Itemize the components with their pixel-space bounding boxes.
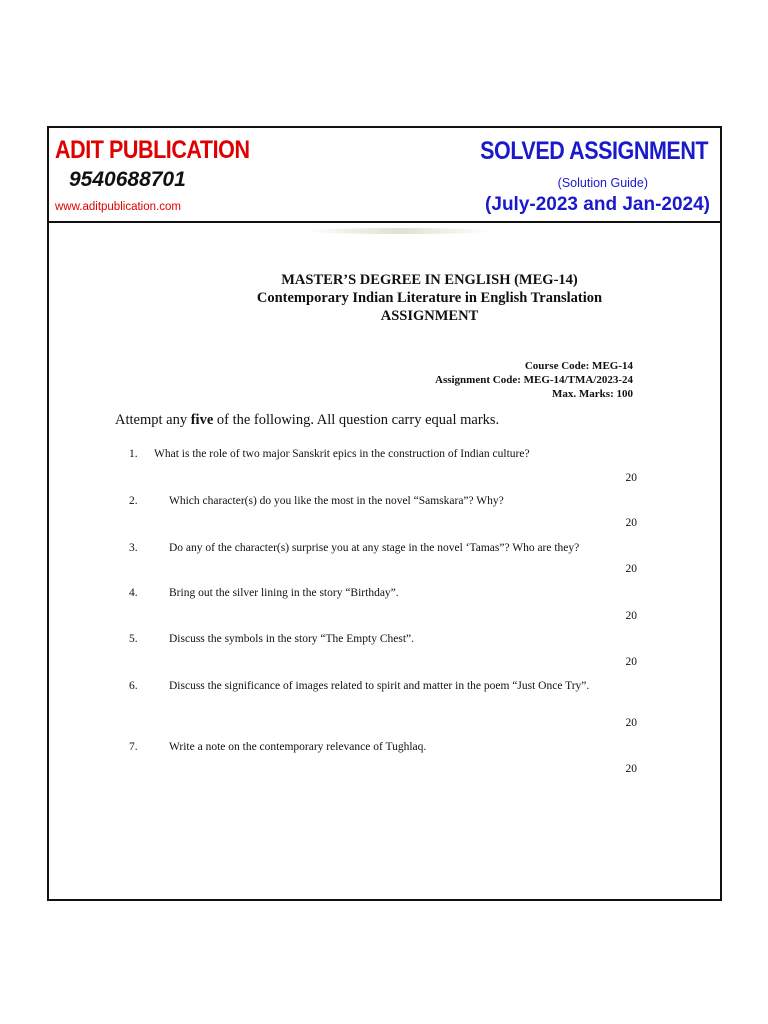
- question-text: Which character(s) do you like the most in the novel “Samskara”? Why?: [169, 495, 504, 507]
- question-text: What is the role of two major Sanskrit epics in the construction of Indian culture?: [154, 448, 530, 460]
- solved-assignment-title: SOLVED ASSIGNMENT: [479, 137, 708, 165]
- header-band: [49, 128, 720, 223]
- website-link[interactable]: www.aditpublication.com: [55, 201, 181, 213]
- question-2-marks: 20: [625, 517, 637, 529]
- scan-smudge: [304, 228, 494, 234]
- course-codes: [435, 359, 633, 401]
- instruction-text: Attempt any five of the following. All question carry equal marks.: [115, 412, 500, 428]
- question-text: Discuss the symbols in the story “The Empty Chest”.: [169, 633, 414, 645]
- assignment-frame: [47, 126, 722, 901]
- question-text: Write a note on the contemporary relevance of Tughlaq.: [169, 741, 427, 753]
- session-label: (July-2023 and Jan-2024): [485, 194, 710, 215]
- title-line-3: ASSIGNMENT: [380, 308, 479, 324]
- assignment-code: Assignment Code: MEG-14/TMA/2023-24: [435, 374, 633, 386]
- question-number: 7.: [129, 741, 138, 753]
- question-5-marks: 20: [625, 656, 637, 668]
- max-marks: Max. Marks: 100: [552, 388, 633, 400]
- question-number: 1.: [129, 448, 138, 460]
- question-4-marks: 20: [625, 610, 637, 622]
- question-number: 2.: [129, 495, 138, 507]
- question-7-marks: 20: [625, 763, 637, 775]
- question-text: Do any of the character(s) surprise you at any stage in the novel ‘Tamas”? Who are they?: [169, 542, 580, 554]
- solution-guide-label: (Solution Guide): [557, 176, 648, 190]
- course-code: Course Code: MEG-14: [524, 360, 633, 372]
- question-text: Bring out the silver lining in the story “Birthday”.: [169, 587, 399, 599]
- question-number: 5.: [129, 633, 138, 645]
- title-line-1: MASTER’S DEGREE IN ENGLISH (MEG-14): [281, 272, 578, 288]
- phone-number: 9540688701: [69, 168, 186, 191]
- question-number: 6.: [129, 680, 138, 692]
- question-text: Discuss the significance of images related to spirit and matter in the poem “Just Once Try”.: [169, 680, 590, 692]
- question-6-marks: 20: [625, 717, 637, 729]
- question-1-marks: 20: [625, 472, 637, 484]
- question-number: 3.: [129, 542, 138, 554]
- brand-name: ADIT PUBLICATION: [55, 136, 250, 164]
- title-line-2: Contemporary Indian Literature in English Translation: [256, 290, 603, 306]
- question-number: 4.: [129, 587, 138, 599]
- question-3-marks: 20: [625, 563, 637, 575]
- document-title: [49, 271, 720, 325]
